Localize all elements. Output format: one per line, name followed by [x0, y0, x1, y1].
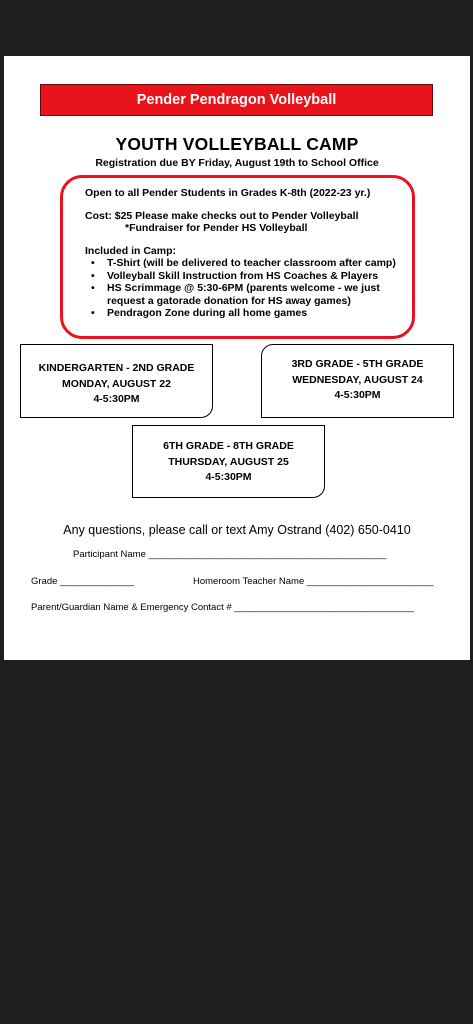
session-time: 4-5:30PM	[93, 393, 140, 405]
session-time: 4-5:30PM	[334, 389, 381, 401]
banner-title: Pender Pendragon Volleyball	[40, 84, 433, 116]
session-time: 4-5:30PM	[205, 471, 252, 483]
included-list	[85, 257, 412, 320]
grade-field: Grade ______________	[31, 576, 135, 587]
camp-info-box	[60, 175, 415, 339]
camp-title: YOUTH VOLLEYBALL CAMP	[115, 134, 359, 154]
list-item: • Volleyball Skill Instruction from HS Coaches & Players	[91, 269, 379, 282]
included-heading: Included in Camp:	[85, 244, 177, 257]
bullet-icon: •	[91, 257, 95, 269]
list-item: • T-Shirt (will be delivered to teacher classroom after camp)	[91, 257, 396, 269]
session-grades: 6TH GRADE - 8TH GRADE	[163, 440, 294, 452]
session-3-5	[261, 344, 454, 418]
session-k-2	[20, 344, 213, 418]
session-6-8	[132, 425, 325, 498]
cost-text: Cost: $25 Please make checks out to Pender Volleyball	[85, 209, 359, 222]
bullet-icon: •	[91, 307, 95, 319]
contact-line: Any questions, please call or text Amy Ostrand (402) 650-0410	[63, 523, 411, 537]
participant-name-field: Participant Name _____________________________________________	[73, 549, 387, 560]
session-day: MONDAY, AUGUST 22	[62, 377, 171, 390]
registration-deadline: Registration due BY Friday, August 19th to School Office	[95, 157, 379, 169]
guardian-contact-field: Parent/Guardian Name & Emergency Contact # __________________________________	[31, 602, 414, 613]
session-grades: 3RD GRADE - 5TH GRADE	[291, 358, 424, 370]
bullet-icon: •	[91, 269, 95, 282]
homeroom-teacher-field: Homeroom Teacher Name ________________________	[193, 576, 434, 587]
fundraiser-note: *Fundraiser for Pender HS Volleyball	[125, 222, 308, 234]
session-day: THURSDAY, AUGUST 25	[168, 455, 289, 468]
eligibility-text: Open to all Pender Students in Grades K-8th (2022-23 yr.)	[85, 187, 371, 199]
bullet-icon: •	[91, 282, 95, 294]
list-item: • Pendragon Zone during all home games	[91, 307, 308, 319]
session-grades: KINDERGARTEN - 2ND GRADE	[38, 362, 195, 374]
list-item: • HS Scrimmage @ 5:30-6PM (parents welcome - we just request a gatorade donation for HS away games)	[91, 282, 380, 307]
session-day: WEDNESDAY, AUGUST 24	[292, 373, 423, 386]
flyer-document	[4, 56, 470, 660]
